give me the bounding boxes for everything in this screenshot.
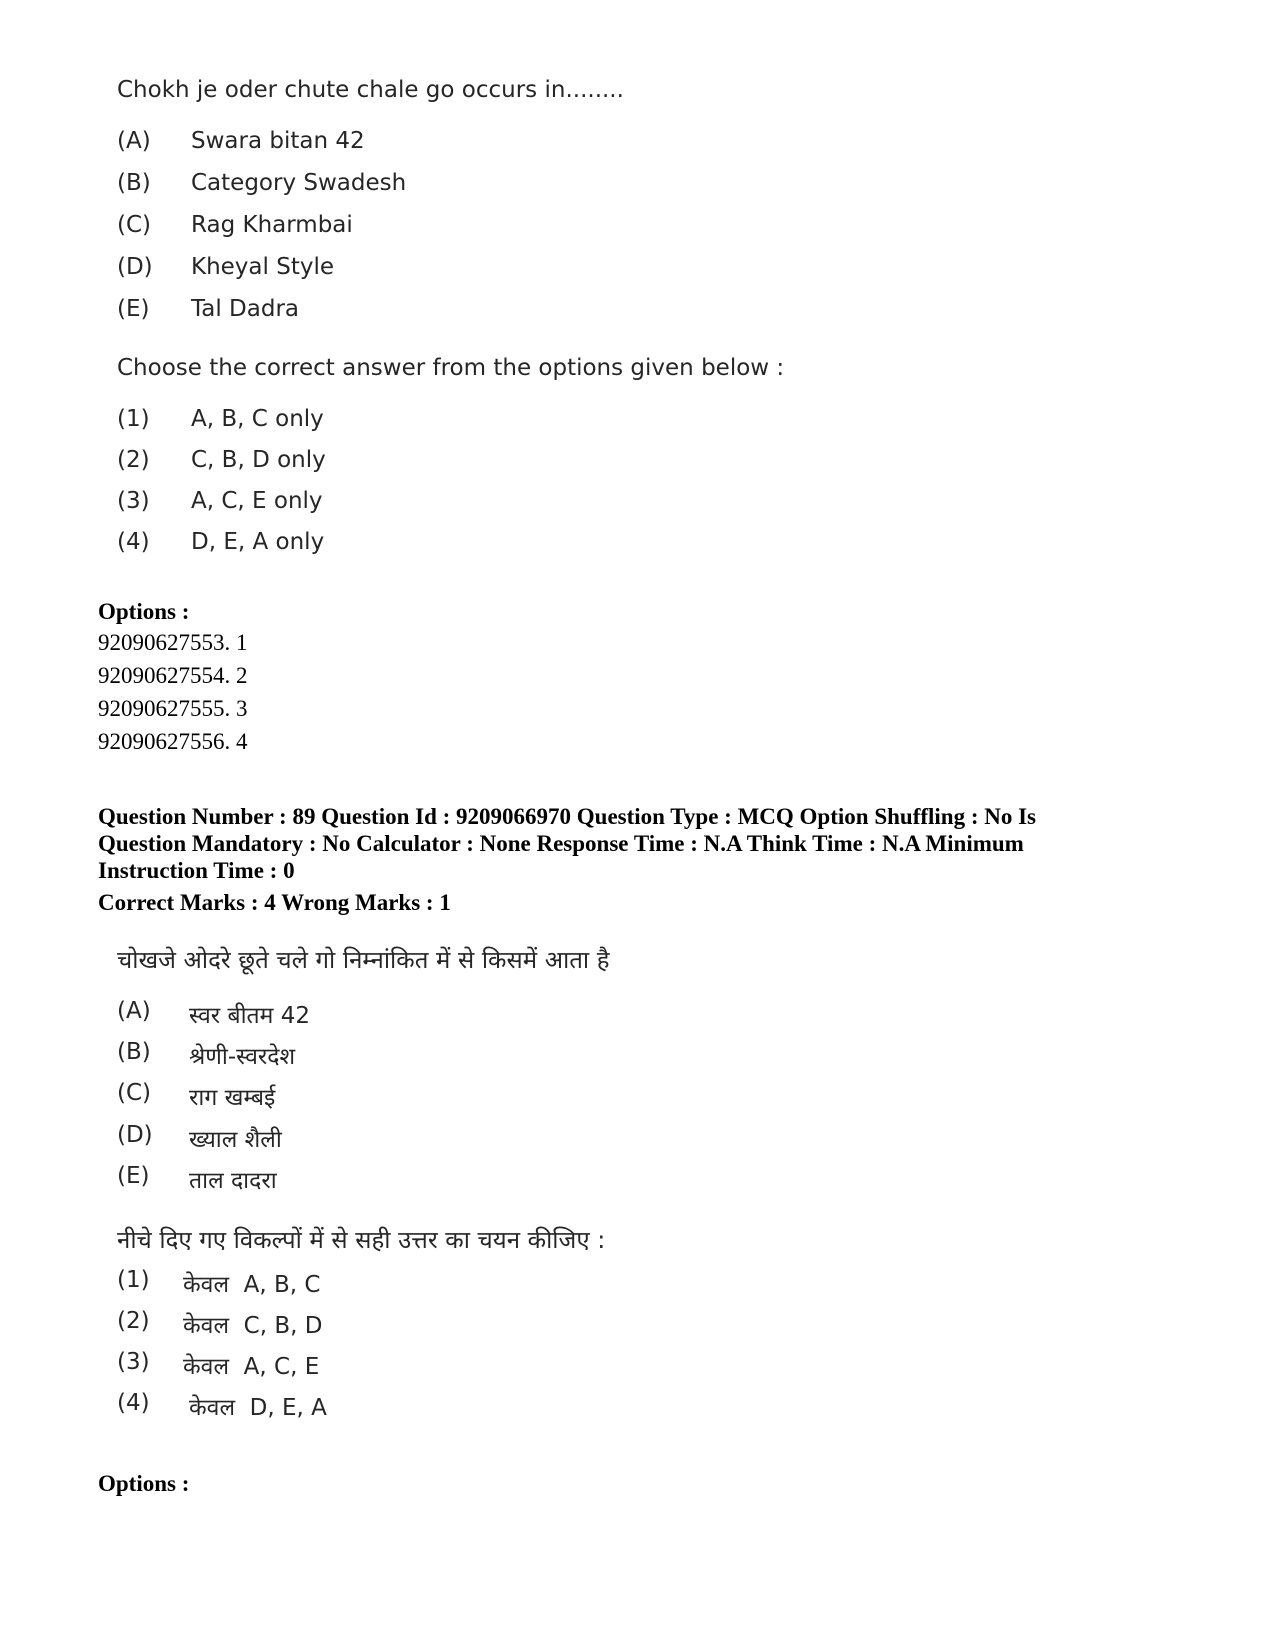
choice-key: (1) <box>117 1267 150 1293</box>
item-key: (A) <box>117 998 151 1024</box>
option-id-line: 92090627556. 4 <box>98 729 248 754</box>
choice-key: (3) <box>117 488 150 514</box>
item-key: (D) <box>117 1122 153 1148</box>
item-key: (E) <box>117 1163 150 1189</box>
item-text: Category Swadesh <box>191 170 407 196</box>
choice-text: A, C, E only <box>191 488 323 514</box>
choice-text: केवल D, E, A <box>189 1395 327 1421</box>
item-key: (A) <box>117 128 151 154</box>
item-key: (E) <box>117 296 150 322</box>
item-key: (B) <box>117 170 151 196</box>
choice-key: (2) <box>117 1308 150 1334</box>
english-instruction: Choose the correct answer from the options given below : <box>117 355 785 381</box>
choice-key: (4) <box>117 1390 150 1416</box>
question-marks: Correct Marks : 4 Wrong Marks : 1 <box>98 890 451 915</box>
item-text: Tal Dadra <box>191 296 299 322</box>
item-text: ताल दादरा <box>189 1168 277 1194</box>
hindi-question-stem: चोखजे ओदरे छूते चले गो निम्नांकित में से किसमें आता है <box>117 946 610 974</box>
item-text: राग खम्बई <box>189 1085 276 1111</box>
choice-text: केवल C, B, D <box>183 1313 323 1339</box>
question-meta-line3: Instruction Time : 0 <box>98 858 295 883</box>
choice-text: केवल A, B, C <box>183 1272 321 1298</box>
options-heading: Options : <box>98 599 190 624</box>
item-text: Rag Kharmbai <box>191 212 353 238</box>
option-id-line: 92090627555. 3 <box>98 696 248 721</box>
question-meta-line1: Question Number : 89 Question Id : 9209066970 Question Type : MCQ Option Shuffling : No Is <box>98 804 1037 829</box>
item-text: Swara bitan 42 <box>191 128 365 154</box>
item-key: (C) <box>117 212 152 238</box>
item-text: Kheyal Style <box>191 254 334 280</box>
hindi-instruction: नीचे दिए गए विकल्पों में से सही उत्तर का चयन कीजिए : <box>117 1226 606 1254</box>
option-id-line: 92090627554. 2 <box>98 663 248 688</box>
item-key: (C) <box>117 1080 152 1106</box>
item-text: श्रेणी-स्वरदेश <box>189 1044 296 1070</box>
choice-key: (1) <box>117 406 150 432</box>
item-text: ख्याल शैली <box>189 1127 282 1153</box>
options-heading-2: Options : <box>98 1471 190 1496</box>
choice-text: केवल A, C, E <box>183 1354 320 1380</box>
option-id-line: 92090627553. 1 <box>98 630 248 655</box>
english-question-stem: Chokh je oder chute chale go occurs in........ <box>117 77 624 103</box>
choice-key: (2) <box>117 447 150 473</box>
choice-text: A, B, C only <box>191 406 324 432</box>
choice-text: C, B, D only <box>191 447 326 473</box>
choice-key: (4) <box>117 529 150 555</box>
item-key: (D) <box>117 254 153 280</box>
item-text: स्वर बीतम 42 <box>189 1003 310 1029</box>
question-meta-line2: Question Mandatory : No Calculator : None Response Time : N.A Think Time : N.A Minimum <box>98 831 1024 856</box>
item-key: (B) <box>117 1039 151 1065</box>
choice-text: D, E, A only <box>191 529 325 555</box>
choice-key: (3) <box>117 1349 150 1375</box>
